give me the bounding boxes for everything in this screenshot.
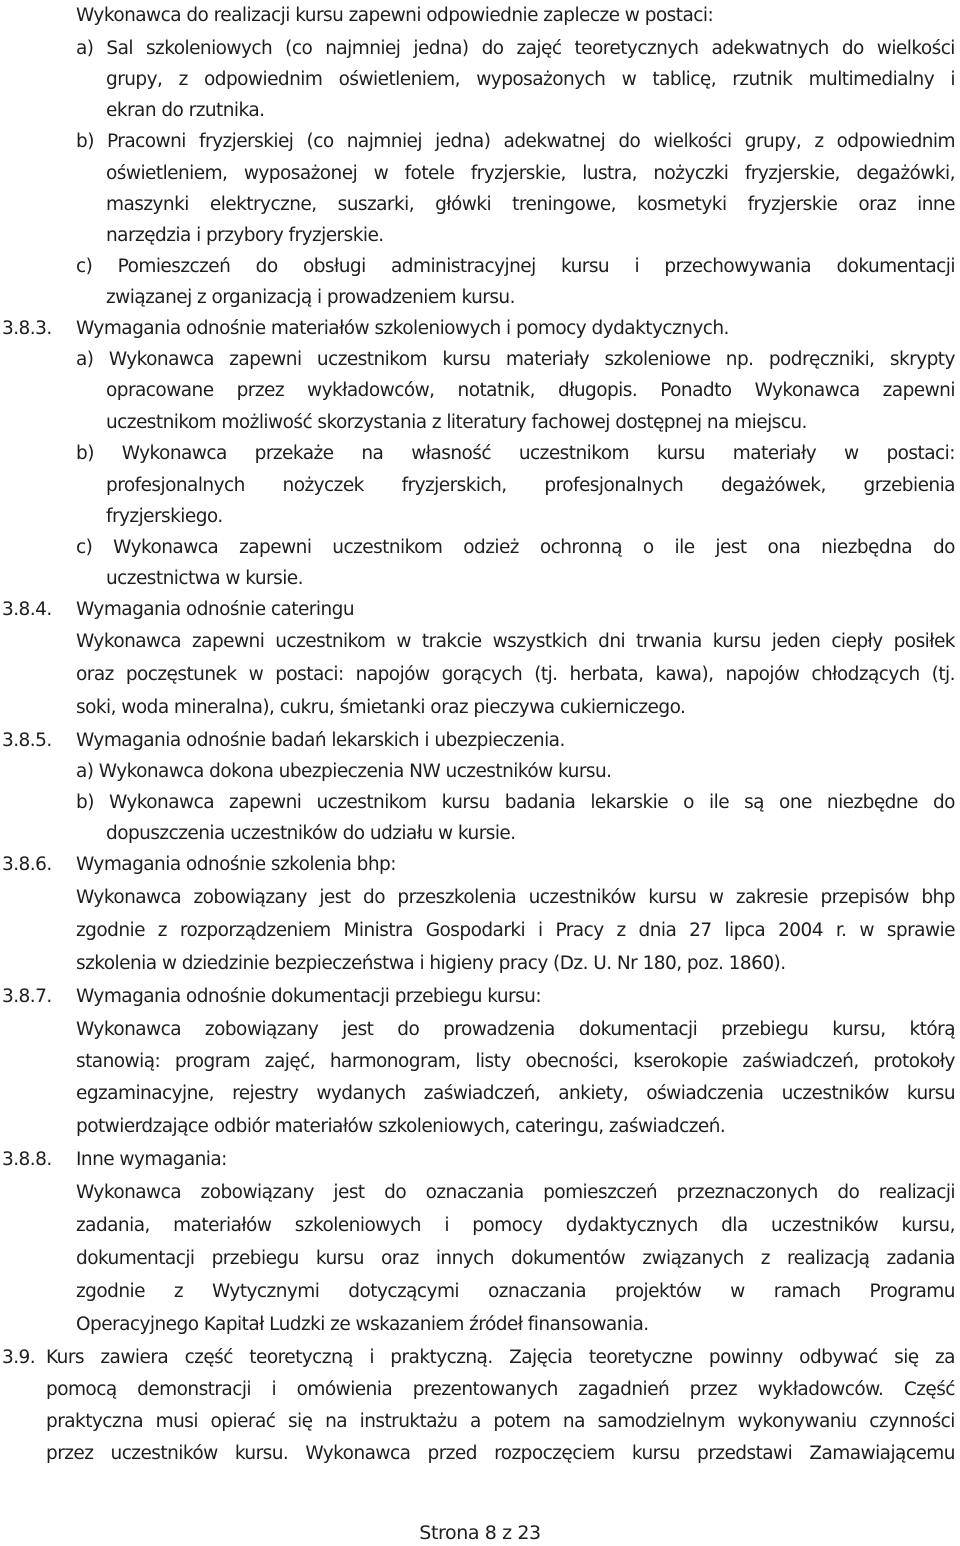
text-line: maszynki elektryczne, suszarki, główki treningowe, kosmetyki fryzjerskie oraz inne [106,194,955,215]
text-line: 3.8.6. [2,854,52,875]
text-line: c) Pomieszczeń do obsługi administracyjnej kursu i przechowywania dokumentacji [76,256,955,277]
text-line: soki, woda mineralna), cukru, śmietanki oraz pieczywa cukierniczego. [76,697,686,718]
text-line: zgodnie z rozporządzeniem Ministra Gospodarki i Pracy z dnia 27 lipca 2004 r. w sprawie [76,920,955,941]
text-line: 3.9. [2,1347,36,1368]
footer-page-number: 8 [484,1522,497,1544]
text-line: grupy, z odpowiednim oświetleniem, wyposażonych w tablicę, rzutnik multimedialny i [106,69,955,90]
text-line: fryzjerskiego. [106,506,223,527]
text-line: dokumentacji przebiegu kursu oraz innych dokumentów związanych z realizacją zadania [76,1248,955,1269]
text-line: opracowane przez wykładowców, notatnik, długopis. Ponadto Wykonawca zapewni [106,380,955,401]
text-line: c) Wykonawca zapewni uczestnikom odzież ochronną o ile jest ona niezbędna do [76,537,955,558]
text-line: a) Wykonawca dokona ubezpieczenia NW uczestników kursu. [76,761,612,782]
footer-prefix: Strona [419,1522,480,1544]
text-line: 3.8.5. [2,730,52,751]
text-line: 3.8.3. [2,318,52,339]
text-line: b) Pracowni fryzjerskiej (co najmniej jedna) adekwatnej do wielkości grupy, z odpowiednim [76,131,955,152]
text-line: b) Wykonawca przekaże na własność uczestnikom kursu materiały w postaci: [76,443,955,464]
text-line: szkolenia w dziedzinie bezpieczeństwa i higieny pracy (Dz. U. Nr 180, poz. 1860). [76,953,786,974]
text-line: Wykonawca zobowiązany jest do oznaczania pomieszczeń przeznaczonych do realizacji [76,1182,955,1203]
text-line: narzędzia i przybory fryzjerskie. [106,225,384,246]
text-line: Operacyjnego Kapitał Ludzki ze wskazaniem źródeł finansowania. [76,1314,649,1335]
text-line: związanej z organizacją i prowadzeniem kursu. [106,287,515,308]
text-line: Wykonawca zobowiązany jest do przeszkolenia uczestników kursu w zakresie przepisów bhp [76,887,955,908]
text-line: oraz poczęstunek w postaci: napojów gorących (tj. herbata, kawa), napojów chłodzących (tj. [76,664,955,685]
text-line: zadania, materiałów szkoleniowych i pomocy dydaktycznych dla uczestników kursu, [76,1215,955,1236]
text-line: uczestnictwa w kursie. [106,568,303,589]
text-line: egzaminacyjne, rejestry wydanych zaświadczeń, ankiety, oświadczenia uczestników kursu [76,1083,955,1104]
footer-separator: z [502,1522,512,1544]
text-line: Wymagania odnośnie cateringu [76,599,354,620]
text-line: dopuszczenia uczestników do udziału w kursie. [106,823,516,844]
text-line: 3.8.7. [2,986,52,1007]
text-line: Wymagania odnośnie szkolenia bhp: [76,854,396,875]
text-line: potwierdzające odbiór materiałów szkoleniowych, cateringu, zaświadczeń. [76,1116,726,1137]
text-line: przez uczestników kursu. Wykonawca przed rozpoczęciem kursu przedstawi Zamawiającemu [46,1443,955,1464]
text-line: Wymagania odnośnie dokumentacji przebiegu kursu: [76,986,542,1007]
text-line: Wykonawca zapewni uczestnikom w trakcie wszystkich dni trwania kursu jeden ciepły posiłek [76,631,955,652]
text-line: Wykonawca zobowiązany jest do prowadzenia dokumentacji przebiegu kursu, którą [76,1019,955,1040]
text-line: a) Sal szkoleniowych (co najmniej jedna) do zajęć teoretycznych adekwatnych do wielkości [76,38,955,59]
text-line: 3.8.8. [2,1149,52,1170]
text-line: Inne wymagania: [76,1149,227,1170]
text-line: a) Wykonawca zapewni uczestnikom kursu materiały szkoleniowe np. podręczniki, skrypty [76,349,955,370]
page-footer [0,1520,960,1546]
text-line: Wymagania odnośnie materiałów szkoleniowych i pomocy dydaktycznych. [76,318,729,339]
text-line: stanowią: program zajęć, harmonogram, listy obecności, kserokopie zaświadczeń, protokoły [76,1051,955,1072]
text-line: praktyczna musi opierać się na instruktażu a potem na samodzielnym wykonywaniu czynności [46,1411,955,1432]
text-line: Wymagania odnośnie badań lekarskich i ubezpieczenia. [76,730,565,751]
text-line: pomocą demonstracji i omówienia prezentowanych zagadnień przez wykładowców. Część [46,1379,955,1400]
text-line: profesjonalnych nożyczek fryzjerskich, profesjonalnych degażówek, grzebienia [106,475,955,496]
text-line: ekran do rzutnika. [106,100,265,121]
text-line: b) Wykonawca zapewni uczestnikom kursu badania lekarskie o ile są one niezbędne do [76,792,955,813]
text-line: uczestnikom możliwość skorzystania z literatury fachowej dostępnej na miejscu. [106,412,807,433]
text-line: Kurs zawiera część teoretyczną i praktyczną. Zajęcia teoretyczne powinny odbywać się za [46,1347,955,1368]
text-line: oświetleniem, wyposażonej w fotele fryzjerskie, lustra, nożyczki fryzjerskie, degażówki, [106,163,955,184]
footer-total-pages: 23 [517,1522,541,1544]
text-line: Wykonawca do realizacji kursu zapewni odpowiednie zaplecze w postaci: [76,5,714,26]
text-line: zgodnie z Wytycznymi dotyczącymi oznaczania projektów w ramach Programu [76,1281,955,1302]
text-line: 3.8.4. [2,599,52,620]
